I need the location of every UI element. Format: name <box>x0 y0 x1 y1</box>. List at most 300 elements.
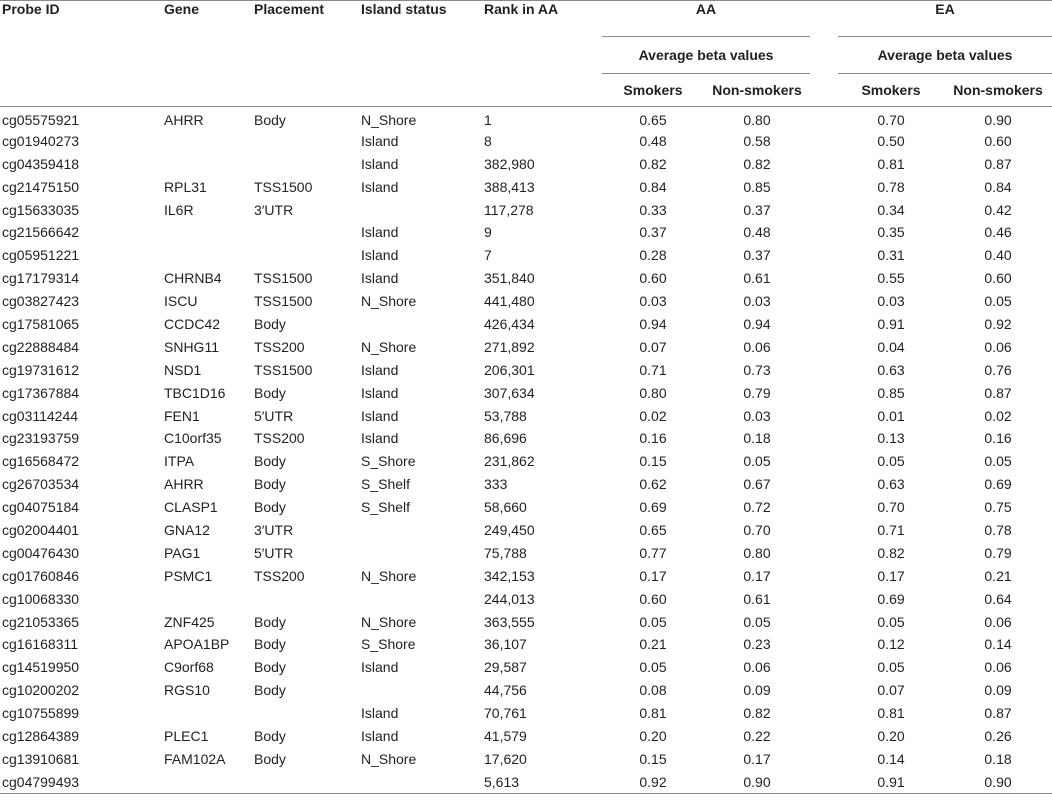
cell-ea-smokers: 0.78 <box>877 178 905 195</box>
cell-gene: GNA12 <box>164 521 210 538</box>
cell-rank-in-aa: 206,301 <box>484 361 535 378</box>
cell-placement: 5′UTR <box>254 407 294 424</box>
cell-placement: Body <box>254 112 286 129</box>
cell-gene: RGS10 <box>164 682 210 699</box>
cell-aa-smokers: 0.69 <box>639 499 667 516</box>
cell-placement: Body <box>254 453 286 470</box>
header-avg-beta-ea: Average beta values <box>838 37 1052 74</box>
cell-gap <box>810 267 838 290</box>
cell-aa-smokers: 0.80 <box>639 384 667 401</box>
cell-probe-id: cg01940273 <box>2 132 80 149</box>
cell-ea-nonsmokers: 0.14 <box>984 636 1012 653</box>
cell-island-status: S_Shore <box>361 636 416 653</box>
cell-placement <box>254 244 361 267</box>
cell-gap <box>810 725 838 748</box>
cell-island-status <box>361 198 484 221</box>
cell-aa-smokers: 0.48 <box>639 132 667 149</box>
cell-island-status: Island <box>361 224 399 241</box>
cell-ea-smokers: 0.13 <box>877 430 905 447</box>
cell-gene: AHRR <box>164 112 204 129</box>
header-probe-id: Probe ID <box>0 1 164 37</box>
cell-ea-nonsmokers: 0.60 <box>984 132 1012 149</box>
table-row <box>0 770 1052 793</box>
cell-island-status: Island <box>361 270 399 287</box>
cell-ea-nonsmokers: 0.16 <box>984 430 1012 447</box>
table-row <box>0 152 1052 175</box>
cell-aa-smokers: 0.15 <box>639 453 667 470</box>
cell-probe-id: cg04075184 <box>2 499 80 516</box>
cell-probe-id: cg10200202 <box>2 682 80 699</box>
cell-probe-id: cg04359418 <box>2 155 80 172</box>
header-spacer <box>361 74 484 107</box>
cell-aa-nonsmokers: 0.03 <box>743 293 771 310</box>
cell-island-status: N_Shore <box>361 338 417 355</box>
cell-ea-smokers: 0.71 <box>877 521 905 538</box>
table-body <box>0 107 1052 794</box>
table-row <box>0 496 1052 519</box>
cell-ea-smokers: 0.91 <box>877 315 905 332</box>
header-gap <box>810 1 838 37</box>
cell-rank-in-aa: 382,980 <box>484 155 535 172</box>
cell-ea-nonsmokers: 0.18 <box>984 750 1012 767</box>
cell-gap <box>810 747 838 770</box>
cell-ea-smokers: 0.63 <box>877 361 905 378</box>
cell-aa-nonsmokers: 0.05 <box>743 453 771 470</box>
cell-gap <box>810 381 838 404</box>
cell-gene <box>164 129 254 152</box>
cell-gene: TBC1D16 <box>164 384 226 401</box>
cell-rank-in-aa: 36,107 <box>484 636 527 653</box>
cell-ea-smokers: 0.85 <box>877 384 905 401</box>
header-island-status: Island status <box>361 1 484 37</box>
header-spacer <box>164 74 254 107</box>
cell-gene <box>164 587 254 610</box>
cell-placement: Body <box>254 659 286 676</box>
header-gap <box>810 37 838 74</box>
cell-aa-nonsmokers: 0.17 <box>743 750 771 767</box>
cell-rank-in-aa: 244,013 <box>484 590 535 607</box>
header-spacer <box>254 74 361 107</box>
cell-aa-smokers: 0.07 <box>639 338 667 355</box>
cell-ea-smokers: 0.03 <box>877 293 905 310</box>
cell-probe-id: cg22888484 <box>2 338 80 355</box>
cell-gap <box>810 313 838 336</box>
cell-ea-nonsmokers: 0.21 <box>984 567 1012 584</box>
cell-rank-in-aa: 8 <box>484 132 492 149</box>
cell-gap <box>810 107 838 130</box>
cell-probe-id: cg26703534 <box>2 476 80 493</box>
cell-probe-id: cg13910681 <box>2 750 80 767</box>
cell-aa-nonsmokers: 0.17 <box>743 567 771 584</box>
cell-ea-nonsmokers: 0.05 <box>984 293 1012 310</box>
cell-rank-in-aa: 441,480 <box>484 293 535 310</box>
cell-island-status: N_Shore <box>361 112 417 129</box>
cell-aa-nonsmokers: 0.79 <box>743 384 771 401</box>
cell-gene: SNHG11 <box>164 338 219 355</box>
table-row <box>0 519 1052 542</box>
table-row <box>0 450 1052 473</box>
cell-aa-nonsmokers: 0.72 <box>743 499 771 516</box>
header-avg-beta-aa: Average beta values <box>602 37 810 74</box>
cell-ea-smokers: 0.31 <box>877 247 905 264</box>
cell-placement: Body <box>254 682 286 699</box>
header-gap <box>810 74 838 107</box>
cell-aa-smokers: 0.94 <box>639 315 667 332</box>
cell-gap <box>810 244 838 267</box>
cell-gap <box>810 496 838 519</box>
table-row <box>0 198 1052 221</box>
cell-aa-nonsmokers: 0.94 <box>743 315 771 332</box>
cell-aa-nonsmokers: 0.05 <box>743 613 771 630</box>
cell-gap <box>810 633 838 656</box>
cell-probe-id: cg02004401 <box>2 521 80 538</box>
cell-aa-nonsmokers: 0.58 <box>743 132 771 149</box>
cell-aa-nonsmokers: 0.85 <box>743 178 771 195</box>
header-group-ea: EA <box>838 1 1052 37</box>
header-spacer <box>164 37 254 74</box>
cell-ea-nonsmokers: 0.46 <box>984 224 1012 241</box>
cell-rank-in-aa: 388,413 <box>484 178 535 195</box>
cell-aa-nonsmokers: 0.48 <box>743 224 771 241</box>
cell-ea-smokers: 0.04 <box>877 338 905 355</box>
cell-aa-nonsmokers: 0.61 <box>743 270 771 287</box>
cell-placement <box>254 221 361 244</box>
cell-aa-smokers: 0.81 <box>639 705 667 722</box>
cell-probe-id: cg10068330 <box>2 590 80 607</box>
cell-aa-smokers: 0.05 <box>639 659 667 676</box>
cell-ea-nonsmokers: 0.84 <box>984 178 1012 195</box>
header-spacer <box>484 37 602 74</box>
cell-island-status: Island <box>361 705 399 722</box>
cell-aa-nonsmokers: 0.82 <box>743 705 771 722</box>
cell-rank-in-aa: 7 <box>484 247 492 264</box>
cell-gap <box>810 198 838 221</box>
cell-placement: TSS200 <box>254 338 305 355</box>
cell-aa-smokers: 0.60 <box>639 590 667 607</box>
header-spacer <box>484 74 602 107</box>
table-row <box>0 610 1052 633</box>
cell-gene: CLASP1 <box>164 499 218 516</box>
cell-ea-smokers: 0.17 <box>877 567 905 584</box>
cell-ea-nonsmokers: 0.87 <box>984 155 1012 172</box>
table-row <box>0 358 1052 381</box>
cell-gap <box>810 175 838 198</box>
cell-rank-in-aa: 231,862 <box>484 453 535 470</box>
cell-rank-in-aa: 29,587 <box>484 659 527 676</box>
cell-probe-id: cg16568472 <box>2 453 80 470</box>
cell-gene: C9orf68 <box>164 659 214 676</box>
cell-gap <box>810 702 838 725</box>
cell-island-status: Island <box>361 727 399 744</box>
cell-gene: FAM102A <box>164 750 226 767</box>
cell-island-status: Island <box>361 155 399 172</box>
cell-ea-nonsmokers: 0.05 <box>984 453 1012 470</box>
cell-aa-nonsmokers: 0.82 <box>743 155 771 172</box>
table-row <box>0 129 1052 152</box>
table-row <box>0 564 1052 587</box>
cell-gap <box>810 519 838 542</box>
cell-probe-id: cg21475150 <box>2 178 80 195</box>
cell-gene <box>164 244 254 267</box>
cell-rank-in-aa: 117,278 <box>484 201 534 218</box>
cell-ea-smokers: 0.81 <box>877 155 905 172</box>
header-rank-in-aa: Rank in AA <box>484 1 602 37</box>
cell-gap <box>810 152 838 175</box>
cell-aa-smokers: 0.02 <box>639 407 667 424</box>
cell-ea-nonsmokers: 0.90 <box>984 112 1012 129</box>
cell-gene: CHRNB4 <box>164 270 222 287</box>
cell-island-status: N_Shore <box>361 613 417 630</box>
cell-rank-in-aa: 9 <box>484 224 492 241</box>
table-row <box>0 267 1052 290</box>
cell-probe-id: cg17367884 <box>2 384 80 401</box>
cell-aa-smokers: 0.84 <box>639 178 667 195</box>
cell-gene: PSMC1 <box>164 567 213 584</box>
cell-ea-smokers: 0.55 <box>877 270 905 287</box>
cell-aa-nonsmokers: 0.90 <box>704 770 810 793</box>
cell-gene: ITPA <box>164 453 195 470</box>
cell-aa-smokers: 0.77 <box>639 544 667 561</box>
cell-aa-smokers: 0.08 <box>639 682 667 699</box>
cell-island-status: N_Shore <box>361 750 417 767</box>
cell-gap <box>810 564 838 587</box>
cell-ea-nonsmokers: 0.76 <box>984 361 1012 378</box>
cell-gene: NSD1 <box>164 361 202 378</box>
cell-island-status <box>361 519 484 542</box>
cell-gap <box>810 450 838 473</box>
cell-ea-smokers: 0.05 <box>877 453 905 470</box>
cell-ea-nonsmokers: 0.90 <box>944 770 1052 793</box>
cell-aa-nonsmokers: 0.06 <box>743 659 771 676</box>
cell-probe-id: cg17581065 <box>2 315 80 332</box>
cell-ea-smokers: 0.05 <box>877 613 905 630</box>
header-spacer <box>361 37 484 74</box>
cell-rank-in-aa: 271,892 <box>484 338 535 355</box>
cell-aa-nonsmokers: 0.73 <box>743 361 771 378</box>
cell-rank-in-aa: 86,696 <box>484 430 527 447</box>
cell-ea-smokers: 0.69 <box>877 590 905 607</box>
table-row <box>0 633 1052 656</box>
cell-island-status: Island <box>361 430 399 447</box>
cell-ea-nonsmokers: 0.79 <box>984 544 1012 561</box>
cell-aa-smokers: 0.17 <box>639 567 667 584</box>
cell-ea-nonsmokers: 0.87 <box>984 705 1012 722</box>
cell-island-status: S_Shelf <box>361 499 411 516</box>
cell-rank-in-aa: 70,761 <box>484 705 527 722</box>
cell-ea-smokers: 0.20 <box>877 727 905 744</box>
cell-placement <box>254 587 361 610</box>
cell-placement: TSS1500 <box>254 361 313 378</box>
cell-island-status: Island <box>361 659 399 676</box>
cell-probe-id: cg15633035 <box>2 201 80 218</box>
cell-ea-smokers: 0.14 <box>877 750 905 767</box>
cell-aa-smokers: 0.28 <box>639 247 667 264</box>
cell-aa-smokers: 0.37 <box>639 224 667 241</box>
cell-gene: ZNF425 <box>164 613 215 630</box>
cell-probe-id: cg14519950 <box>2 659 80 676</box>
cell-gene: PLEC1 <box>164 727 209 744</box>
cell-aa-smokers: 0.21 <box>639 636 667 653</box>
cell-aa-nonsmokers: 0.23 <box>743 636 771 653</box>
cell-placement: 5′UTR <box>254 544 294 561</box>
cell-gene <box>164 770 254 793</box>
cell-rank-in-aa: 5,613 <box>484 770 602 793</box>
cell-placement: Body <box>254 727 286 744</box>
table-row <box>0 656 1052 679</box>
cell-island-status: S_Shelf <box>361 476 411 493</box>
cell-gap <box>810 129 838 152</box>
cell-island-status: N_Shore <box>361 293 417 310</box>
cell-gene: ISCU <box>164 293 198 310</box>
cell-gap <box>810 221 838 244</box>
table-row <box>0 335 1052 358</box>
cell-rank-in-aa: 1 <box>484 112 492 129</box>
cell-ea-smokers: 0.50 <box>877 132 905 149</box>
cell-aa-smokers: 0.92 <box>602 770 704 793</box>
cell-ea-nonsmokers: 0.92 <box>984 315 1012 332</box>
cell-gene <box>164 152 254 175</box>
cell-probe-id: cg12864389 <box>2 727 80 744</box>
cell-probe-id: cg05575921 <box>2 112 80 129</box>
cell-rank-in-aa: 351,840 <box>484 270 535 287</box>
cell-island-status <box>361 541 484 564</box>
table-row <box>0 541 1052 564</box>
cell-ea-nonsmokers: 0.06 <box>984 338 1012 355</box>
cell-gap <box>810 404 838 427</box>
cell-probe-id: cg03827423 <box>2 293 80 310</box>
cell-island-status: Island <box>361 178 399 195</box>
cell-aa-smokers: 0.65 <box>639 112 667 129</box>
cell-ea-nonsmokers: 0.40 <box>984 247 1012 264</box>
cell-aa-smokers: 0.16 <box>639 430 667 447</box>
cell-probe-id: cg16168311 <box>2 636 79 653</box>
cell-ea-nonsmokers: 0.02 <box>984 407 1012 424</box>
cell-aa-smokers: 0.65 <box>639 521 667 538</box>
cell-placement: Body <box>254 476 286 493</box>
cell-probe-id: cg10755899 <box>2 705 80 722</box>
header-ea-nonsmokers: Non-smokers <box>944 74 1052 107</box>
cell-gene: CCDC42 <box>164 315 221 332</box>
cell-placement: Body <box>254 315 286 332</box>
table-row <box>0 747 1052 770</box>
cell-probe-id: cg03114244 <box>2 407 79 424</box>
cell-aa-smokers: 0.71 <box>639 361 667 378</box>
header-aa-nonsmokers: Non-smokers <box>704 74 810 107</box>
table-header <box>0 1 1052 107</box>
cell-gene: AHRR <box>164 476 204 493</box>
table-row <box>0 381 1052 404</box>
cell-ea-nonsmokers: 0.64 <box>984 590 1012 607</box>
cell-ea-smokers: 0.70 <box>877 499 905 516</box>
cell-aa-smokers: 0.05 <box>639 613 667 630</box>
cell-ea-nonsmokers: 0.60 <box>984 270 1012 287</box>
cell-gap <box>810 335 838 358</box>
cell-aa-nonsmokers: 0.80 <box>743 544 771 561</box>
cell-ea-smokers: 0.81 <box>877 705 905 722</box>
table-row <box>0 427 1052 450</box>
cell-aa-nonsmokers: 0.09 <box>743 682 771 699</box>
cell-rank-in-aa: 363,555 <box>484 613 535 630</box>
cell-gap <box>810 679 838 702</box>
cell-gene: RPL31 <box>164 178 207 195</box>
cell-placement: Body <box>254 636 286 653</box>
cell-gene: APOA1BP <box>164 636 230 653</box>
cell-placement <box>254 129 361 152</box>
cell-gene: PAG1 <box>164 544 201 561</box>
cell-ea-smokers: 0.01 <box>877 407 905 424</box>
cell-aa-nonsmokers: 0.37 <box>743 247 771 264</box>
table-row <box>0 404 1052 427</box>
cell-placement: TSS1500 <box>254 178 313 195</box>
cell-placement <box>254 702 361 725</box>
cell-gap <box>810 656 838 679</box>
cell-aa-smokers: 0.15 <box>639 750 667 767</box>
cell-probe-id: cg21566642 <box>2 224 80 241</box>
cell-ea-nonsmokers: 0.69 <box>984 476 1012 493</box>
table-row <box>0 679 1052 702</box>
header-spacer <box>0 37 164 74</box>
cell-gap <box>810 358 838 381</box>
cell-aa-smokers: 0.60 <box>639 270 667 287</box>
cell-gap <box>810 541 838 564</box>
cell-aa-smokers: 0.62 <box>639 476 667 493</box>
cell-probe-id: cg04799493 <box>0 770 164 793</box>
cell-rank-in-aa: 249,450 <box>484 521 535 538</box>
cell-aa-nonsmokers: 0.06 <box>743 338 771 355</box>
cell-gene: IL6R <box>164 201 194 218</box>
cell-probe-id: cg17179314 <box>2 270 80 287</box>
table-row <box>0 702 1052 725</box>
cell-island-status: Island <box>361 247 399 264</box>
table-row <box>0 244 1052 267</box>
cell-rank-in-aa: 53,788 <box>484 407 527 424</box>
table-row <box>0 290 1052 313</box>
cell-rank-in-aa: 58,660 <box>484 499 527 516</box>
table-row <box>0 313 1052 336</box>
cell-placement: TSS200 <box>254 430 305 447</box>
cell-rank-in-aa: 426,434 <box>484 315 535 332</box>
cell-island-status: Island <box>361 361 399 378</box>
cell-placement: Body <box>254 499 286 516</box>
cell-gene: C10orf35 <box>164 430 222 447</box>
cell-island-status <box>361 679 484 702</box>
cell-island-status <box>361 770 484 793</box>
cell-gap <box>810 473 838 496</box>
cell-island-status <box>361 587 484 610</box>
table-row <box>0 175 1052 198</box>
cell-placement <box>254 770 361 793</box>
cell-aa-smokers: 0.33 <box>639 201 667 218</box>
cell-aa-smokers: 0.20 <box>639 727 667 744</box>
table-row <box>0 473 1052 496</box>
cell-rank-in-aa: 307,634 <box>484 384 535 401</box>
cell-ea-smokers: 0.82 <box>877 544 905 561</box>
cell-probe-id: cg21053365 <box>2 613 80 630</box>
cell-ea-nonsmokers: 0.26 <box>984 727 1012 744</box>
cell-probe-id: cg05951221 <box>2 247 80 264</box>
header-spacer <box>254 37 361 74</box>
cell-ea-smokers: 0.70 <box>877 112 905 129</box>
cell-aa-smokers: 0.03 <box>639 293 667 310</box>
cell-rank-in-aa: 44,756 <box>484 682 527 699</box>
table-row <box>0 221 1052 244</box>
header-placement: Placement <box>254 1 361 37</box>
table-row <box>0 107 1052 130</box>
cell-placement: Body <box>254 613 286 630</box>
cell-island-status: Island <box>361 384 399 401</box>
cell-island-status: Island <box>361 132 399 149</box>
cell-gap <box>810 427 838 450</box>
